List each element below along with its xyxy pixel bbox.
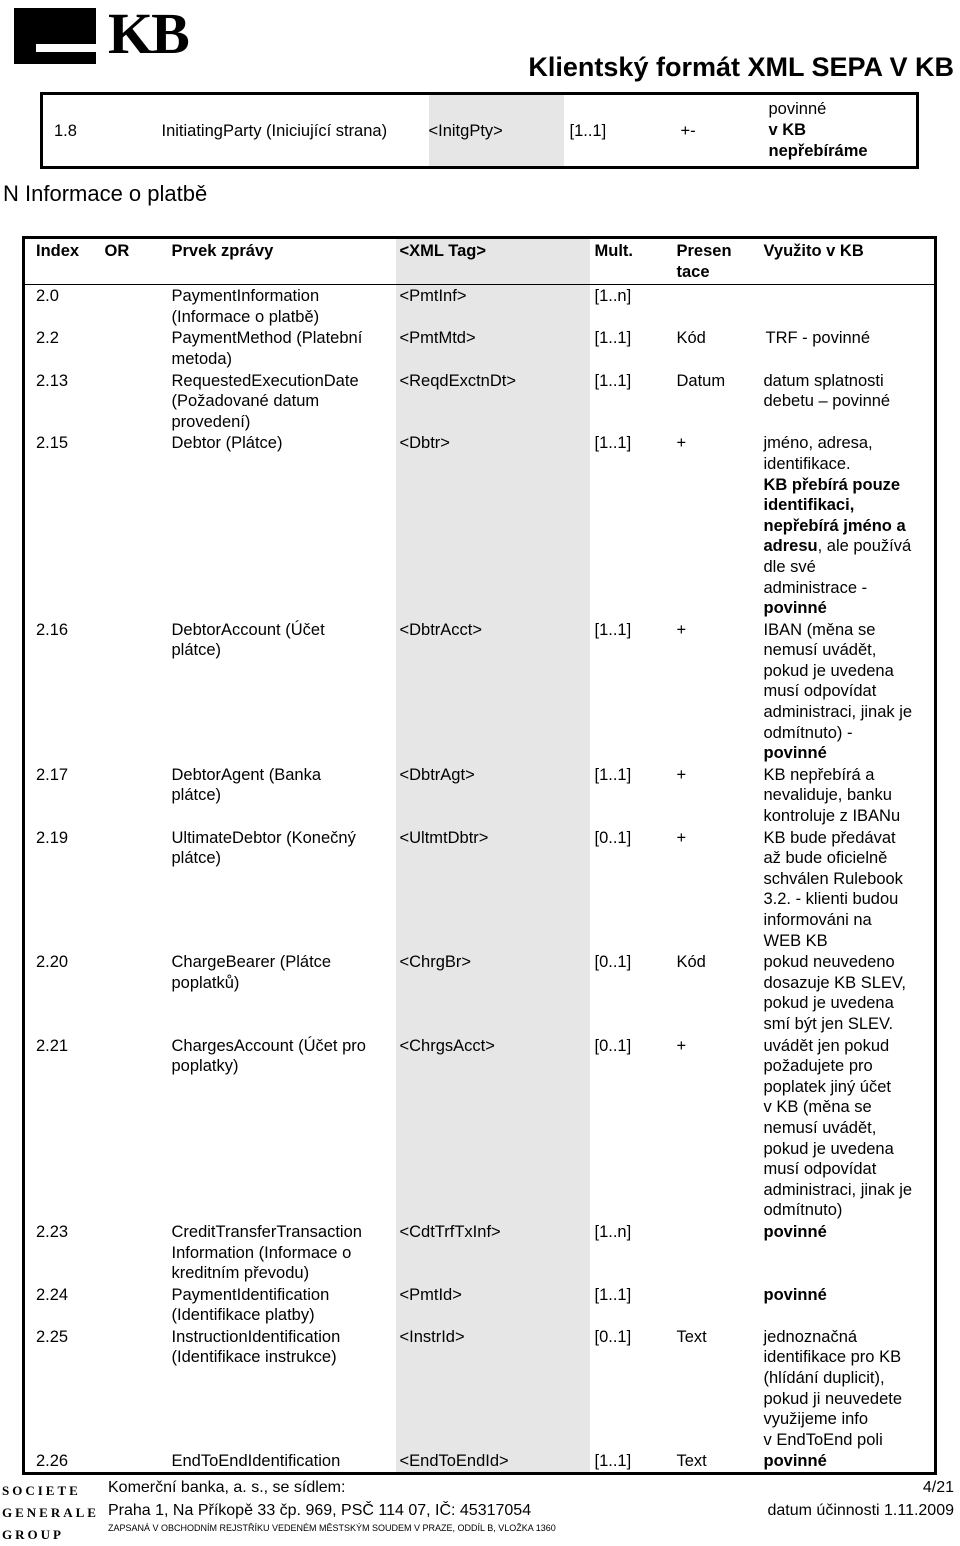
cell-index: 2.0: [36, 287, 59, 306]
cell-usage: [759, 327, 936, 369]
cell-usage: [759, 370, 936, 433]
cell-usage: [759, 827, 936, 952]
table-row: [24, 1284, 936, 1326]
cell-index: 2.16: [36, 620, 69, 639]
cell-or: [94, 827, 162, 952]
header-xml-tag: <XML Tag>: [396, 238, 590, 285]
table-row: [24, 1221, 936, 1284]
table-row: [24, 1450, 936, 1473]
usage-line: jméno, adresa,: [763, 434, 873, 453]
cell-presence: +: [676, 765, 687, 784]
cell-usage: [759, 432, 936, 618]
usage-line: TRF - povinné: [765, 329, 871, 348]
cell-element: [162, 1450, 396, 1473]
usage-line: až bude oficielně: [763, 849, 888, 868]
cell-element: [162, 1221, 396, 1284]
table-row: [24, 619, 936, 764]
header-or: OR: [94, 238, 162, 285]
cell-presence: [673, 1284, 759, 1326]
usage-line: pokud neuvedeno: [763, 953, 895, 972]
cell-usage: [759, 1035, 936, 1221]
usage-line: povinné: [763, 599, 827, 618]
cell-usage: [759, 1450, 936, 1473]
cell-or: [94, 1035, 162, 1221]
cell-index: 2.24: [36, 1285, 69, 1304]
initiating-party-table: [40, 92, 919, 169]
usage-line: pokud je uvedena: [763, 661, 894, 680]
cell-xml-tag: <CdtTrfTxInf>: [396, 1221, 590, 1284]
table-header-row: [24, 238, 936, 285]
usage-line: povinné: [763, 1452, 827, 1471]
cell-xml-tag: <PmtId>: [396, 1284, 590, 1326]
kb-logo-text: KB: [108, 1, 188, 66]
kb-logo-bar: [36, 44, 102, 52]
table-row: [24, 1326, 936, 1451]
usage-line: dosazuje KB SLEV,: [763, 973, 906, 992]
cell-usage: [759, 951, 936, 1034]
element-line: plátce): [171, 641, 222, 660]
footer-registry: ZAPSANÁ V OBCHODNÍM REJSTŘÍKU VEDENÉM MĚSTSKÝM SOUDEM V PRAZE, ODDÍL B, VLOŽKA 1360: [108, 1523, 556, 1533]
row-xml-tag: <InitgPty>: [429, 94, 564, 168]
element-line: DebtorAgent (Banka: [171, 765, 322, 784]
cell-multiplicity: [1..1]: [594, 1285, 632, 1304]
cell-element: [162, 432, 396, 618]
cell-xml-tag: <EndToEndId>: [396, 1450, 590, 1473]
header-usage: Využito v KB: [759, 238, 936, 285]
element-line: DebtorAccount (Účet: [171, 620, 325, 639]
cell-presence: Datum: [676, 371, 726, 390]
usage-line: smí být jen SLEV.: [763, 1014, 894, 1033]
section-heading: N Informace o platbě: [3, 181, 208, 206]
cell-presence: +: [676, 434, 687, 453]
cell-multiplicity: [0..1]: [594, 953, 632, 972]
element-line: poplatky): [171, 1057, 239, 1076]
usage-line: pokud je uvedena: [763, 1139, 894, 1158]
usage-line: v KB (měna se: [763, 1098, 872, 1117]
cell-index: 2.20: [36, 953, 69, 972]
cell-element: [162, 1326, 396, 1451]
usage-line: identifikaci,: [763, 496, 855, 515]
cell-or: [94, 432, 162, 618]
cell-xml-tag: <ChrgsAcct>: [396, 1035, 590, 1221]
cell-multiplicity: [1..1]: [594, 1452, 632, 1471]
cell-usage: [759, 1326, 936, 1451]
usage-line: povinné: [763, 1285, 827, 1304]
element-line: kreditním převodu): [171, 1264, 310, 1283]
usage-line: administraci, jinak je: [763, 1180, 913, 1199]
cell-element: [162, 285, 396, 328]
logo-line: SOCIETE: [2, 1483, 81, 1498]
element-line: ChargeBearer (Plátce: [171, 953, 332, 972]
element-line: provedení): [171, 412, 251, 431]
table-row: [24, 285, 936, 328]
usage-line: v EndToEnd poli: [763, 1430, 883, 1449]
element-line: (Požadované datum: [171, 392, 320, 411]
cell-multiplicity: [1..1]: [594, 620, 632, 639]
cell-or: [94, 370, 162, 433]
usage-line: identifikace pro KB: [763, 1348, 902, 1367]
table-row: [24, 827, 936, 952]
logo-line: GENERALE: [2, 1505, 99, 1520]
element-line: InstructionIdentification: [171, 1327, 341, 1346]
table-row: [24, 370, 936, 433]
table-row: [24, 432, 936, 618]
cell-usage: [759, 285, 936, 328]
cell-multiplicity: [0..1]: [594, 1327, 632, 1346]
cell-xml-tag: <Dbtr>: [396, 432, 590, 618]
cell-or: [94, 764, 162, 827]
kb-logo-mark: [14, 8, 96, 64]
footer-address: Praha 1, Na Příkopě 33 čp. 969, PSČ 114 07, IČ: 45317054: [108, 1502, 532, 1519]
cell-or: [94, 1450, 162, 1473]
document-title: Klientský formát XML SEPA V KB: [528, 52, 954, 82]
cell-index: 2.2: [36, 329, 59, 348]
usage-line: uvádět jen pokud: [763, 1036, 890, 1055]
row-multiplicity: [1..1]: [569, 122, 607, 140]
cell-or: [94, 1284, 162, 1326]
usage-line: povinné: [763, 744, 827, 763]
row-presence: +-: [680, 122, 696, 140]
cell-or: [94, 951, 162, 1034]
usage-line: musí odpovídat: [763, 682, 877, 701]
usage-line: jednoznačná: [763, 1327, 858, 1346]
cell-presence: Text: [676, 1452, 707, 1471]
usage-line: KB bude předávat: [763, 828, 896, 847]
usage-line: (hlídání duplicit),: [763, 1369, 885, 1388]
usage-line: nepřebírá jméno a: [763, 516, 906, 535]
header-presence: [673, 238, 759, 285]
table-row: [24, 764, 936, 827]
usage-line: nepřebíráme: [768, 142, 868, 160]
cell-presence: [673, 285, 759, 328]
header-index: Index: [24, 238, 94, 285]
element-line: (Identifikace instrukce): [171, 1348, 337, 1367]
usage-line: datum splatnosti: [763, 371, 884, 390]
cell-multiplicity: [1..1]: [594, 765, 632, 784]
element-line: RequestedExecutionDate: [171, 371, 359, 390]
cell-multiplicity: [1..n]: [594, 287, 632, 306]
cell-xml-tag: <UltmtDbtr>: [396, 827, 590, 952]
cell-index: 2.25: [36, 1327, 69, 1346]
cell-xml-tag: <InstrId>: [396, 1326, 590, 1451]
emphasis: adresu: [763, 537, 818, 556]
cell-usage: [759, 619, 936, 764]
cell-presence: +: [676, 828, 687, 847]
usage-line: informováni na: [763, 911, 872, 929]
cell-index: 2.13: [36, 371, 69, 390]
cell-index: 2.26: [36, 1452, 69, 1471]
usage-line: pokud je uvedena: [763, 994, 894, 1013]
usage-line: KB přebírá pouze: [763, 475, 901, 494]
cell-presence: Kód: [676, 329, 706, 348]
element-line: (Informace o platbě): [171, 307, 320, 326]
header-presence-line: Presen: [676, 242, 732, 260]
usage-line: povinné: [768, 100, 827, 118]
effective-date: datum účinnosti 1.11.2009: [767, 1502, 954, 1519]
usage-line: dle své: [763, 557, 816, 576]
row-index: 1.8: [54, 122, 77, 140]
usage-line: požadujete pro: [763, 1057, 873, 1076]
cell-usage: [759, 764, 936, 827]
payment-information-table: [22, 236, 937, 1475]
cell-xml-tag: <ReqdExctnDt>: [396, 370, 590, 433]
cell-xml-tag: <ChrgBr>: [396, 951, 590, 1034]
usage-line: poplatek jiný účet: [763, 1077, 891, 1096]
element-line: Information (Informace o: [171, 1243, 352, 1262]
cell-element: [162, 827, 396, 952]
usage-line: KB nepřebírá a: [763, 765, 875, 784]
usage-line: v KB: [768, 121, 807, 139]
logo-line: GROUP: [2, 1527, 64, 1542]
header-element: Prvek zprávy: [162, 238, 396, 285]
cell-presence: +: [676, 620, 687, 639]
row-element: InitiatingParty (Iniciující strana): [161, 122, 388, 140]
cell-usage: [759, 1284, 936, 1326]
cell-usage: [759, 1221, 936, 1284]
cell-or: [94, 619, 162, 764]
cell-element: [162, 370, 396, 433]
header-presence-line: tace: [676, 262, 710, 281]
societe-generale-logo: [2, 1480, 99, 1546]
cell-index: 2.19: [36, 828, 69, 847]
table-body: [24, 238, 936, 1474]
cell-index: 2.21: [36, 1036, 69, 1055]
usage-line: povinné: [763, 1222, 827, 1241]
usage-line: administraci, jinak je: [763, 703, 913, 722]
cell-multiplicity: [0..1]: [594, 1036, 632, 1055]
usage-line: nevaliduje, banku: [763, 786, 892, 805]
cell-element: [162, 327, 396, 369]
cell-presence: Kód: [676, 953, 706, 972]
page-number: 4/21: [922, 1479, 954, 1496]
usage-line: kontroluje z IBANu: [763, 807, 901, 826]
element-line: plátce): [171, 786, 222, 805]
cell-index: 2.15: [36, 434, 69, 453]
element-line: PaymentMethod (Platební: [171, 329, 363, 348]
usage-line: musí odpovídat: [763, 1160, 877, 1179]
table-row: [24, 1035, 936, 1221]
cell-index: 2.23: [36, 1222, 69, 1241]
cell-or: [94, 1221, 162, 1284]
cell-presence: +: [676, 1036, 687, 1055]
cell-element: [162, 1284, 396, 1326]
usage-line: IBAN (měna se: [763, 620, 876, 639]
usage-line: administrace -: [763, 578, 868, 597]
cell-multiplicity: [1..1]: [594, 434, 632, 453]
cell-element: [162, 1035, 396, 1221]
cell-multiplicity: [1..1]: [594, 329, 632, 348]
cell-or: [94, 285, 162, 328]
footer-company: Komerční banka, a. s., se sídlem:: [108, 1479, 346, 1496]
cell-xml-tag: <PmtMtd>: [396, 327, 590, 369]
usage-line: odmítnuto): [763, 1201, 843, 1220]
element-line: plátce): [171, 849, 222, 868]
element-line: EndToEndIdentification: [171, 1452, 341, 1471]
usage-line: pokud ji neuvedete: [763, 1389, 903, 1408]
usage-line: nemusí uvádět,: [763, 641, 877, 660]
usage-line: schválen Rulebook: [763, 869, 903, 888]
cell-index: 2.17: [36, 765, 69, 784]
cell-multiplicity: [1..n]: [594, 1222, 632, 1241]
cell-multiplicity: [0..1]: [594, 828, 632, 847]
cell-or: [94, 327, 162, 369]
element-line: PaymentInformation: [171, 287, 320, 306]
cell-element: [162, 619, 396, 764]
usage-line: využijeme info: [763, 1410, 869, 1429]
usage-line: nemusí uvádět,: [763, 1118, 877, 1137]
usage-line: debetu – povinné: [763, 392, 891, 411]
cell-presence: Text: [676, 1327, 707, 1346]
element-line: ChargesAccount (Účet pro: [171, 1036, 366, 1055]
element-line: poplatků): [171, 973, 240, 992]
usage-line: identifikace.: [763, 454, 851, 473]
cell-or: [94, 1326, 162, 1451]
usage-line: adresu, ale používá: [763, 537, 912, 556]
cell-xml-tag: <DbtrAgt>: [396, 764, 590, 827]
cell-xml-tag: <PmtInf>: [396, 285, 590, 328]
usage-line: 3.2. - klienti budou: [763, 890, 899, 909]
element-line: metoda): [171, 349, 233, 368]
element-line: CreditTransferTransaction: [171, 1222, 362, 1241]
element-line: PaymentIdentification: [171, 1285, 330, 1304]
usage-line: odmítnuto) -: [763, 723, 853, 742]
header-multiplicity: Mult.: [590, 238, 673, 285]
cell-xml-tag: <DbtrAcct>: [396, 619, 590, 764]
row-usage: [769, 94, 918, 168]
table-row: [24, 951, 936, 1034]
element-line: (Identifikace platby): [171, 1306, 315, 1325]
usage-line: WEB KB: [763, 931, 828, 950]
table-row: [24, 327, 936, 369]
cell-presence: [673, 1221, 759, 1284]
cell-element: [162, 951, 396, 1034]
cell-multiplicity: [1..1]: [594, 371, 632, 390]
cell-element: [162, 764, 396, 827]
element-line: UltimateDebtor (Konečný: [171, 828, 356, 847]
element-line: Debtor (Plátce): [171, 434, 283, 453]
